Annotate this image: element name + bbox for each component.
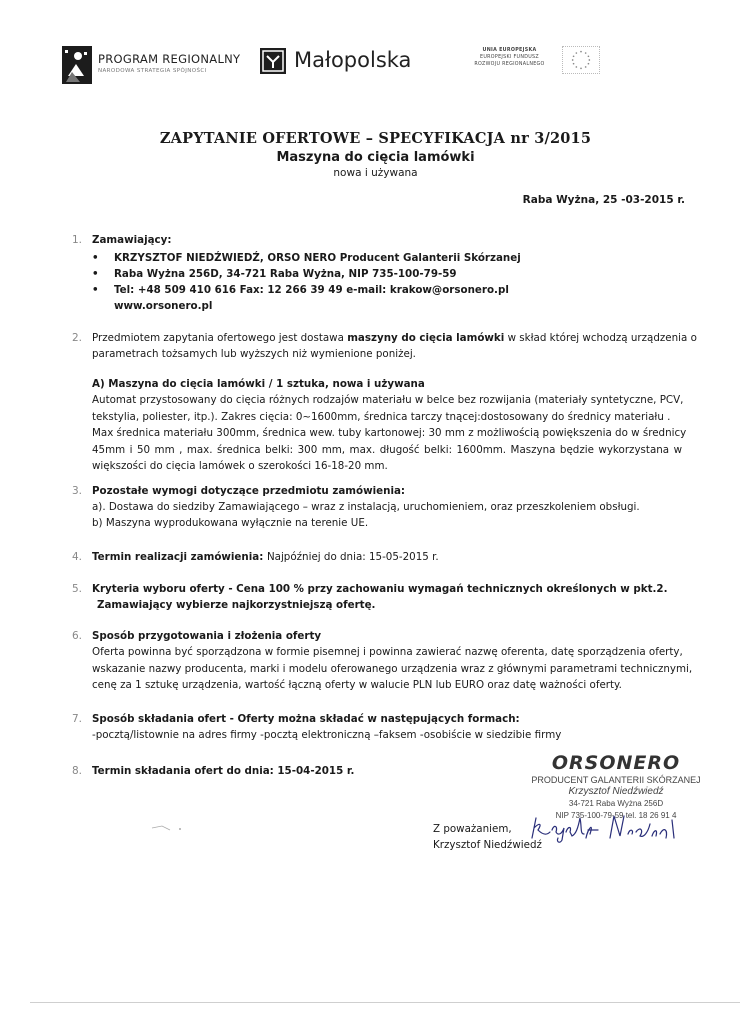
section-7-heading: Sposób składania ofert - Oferty można składać w następujących formach: xyxy=(92,713,520,725)
section-2-a-line: tekstylia, poliester, itp.). Zakres cięcia: 0~1600mm, średnica tarczy tnącej:dostosowany do średnicy materiału . xyxy=(92,410,671,423)
section-2-a-body xyxy=(92,392,687,475)
section-2-line-1 xyxy=(92,330,697,347)
section-2-line-2: parametrach tożsamych lub wyższych niż wymienione poniżej. xyxy=(92,348,416,360)
section-6-line: wskazanie nazwy producenta, marki i modelu oferowanego urządzenia wraz z głównymi parametrami technicznymi, xyxy=(92,662,693,675)
company-stamp-logo: ORSONERO xyxy=(551,752,681,774)
eu-line-1: UNIA EUROPEJSKA xyxy=(482,48,537,53)
section-3-heading: Pozostałe wymogi dotyczące przedmiotu zamówienia: xyxy=(92,485,406,497)
section-5-line-1: Kryteria wyboru oferty - Cena 100 % przy zachowaniu wymagań technicznych określonych w pkt.2. xyxy=(92,583,668,595)
section-1-bullets xyxy=(92,250,521,298)
section-3-number: 3. xyxy=(72,485,83,497)
document-date: Raba Wyżna, 25 -03-2015 r. xyxy=(522,194,685,206)
eu-logo xyxy=(462,46,602,76)
section-7-line: -pocztą/listownie na adres firmy -pocztą elektroniczną –faksem -osobiście w siedzibie firmy xyxy=(92,729,562,741)
section-5-number: 5. xyxy=(72,583,83,595)
bottom-divider xyxy=(30,1002,740,1003)
scan-mark-icon xyxy=(150,822,190,834)
section-4-number: 4. xyxy=(72,551,83,563)
program-regionalny-logo xyxy=(62,46,252,86)
section-7-number: 7. xyxy=(72,713,83,725)
closing-regards: Z poważaniem, xyxy=(433,823,512,835)
section-6-body xyxy=(92,644,693,694)
section-6-line: Oferta powinna być sporządzona w formie pisemnej i powinna zawierać nazwę oferenta, datę sporządzenia oferty, xyxy=(92,646,683,658)
document-title: ZAPYTANIE OFERTOWE – SPECYFIKACJA nr 3/2015 xyxy=(159,130,592,147)
section-8-number: 8. xyxy=(72,765,83,777)
section-2-text-a: Przedmiotem zapytania ofertowego jest dostawa xyxy=(92,332,348,344)
section-6-line: cenę za 1 sztukę urządzenia, wartość łączną oferty w walucie PLN lub EURO oraz datę ważności oferty. xyxy=(92,679,622,692)
section-4-value: Najpóźniej do dnia: 15-05-2015 r. xyxy=(266,551,439,563)
section-2-text-c: w skład której wchodzą urządzenia o xyxy=(504,332,697,344)
section-6-number: 6. xyxy=(72,630,83,642)
section-4-line xyxy=(92,549,439,566)
eu-line-2: EUROPEJSKI FUNDUSZ xyxy=(480,55,539,60)
section-5-line-2: Zamawiający wybierze najkorzystniejszą ofertę. xyxy=(97,599,376,611)
program-subtitle: NARODOWA STRATEGIA SPÓJNOŚCI xyxy=(98,68,207,74)
list-item: • Raba Wyżna 256D, 34-721 Raba Wyżna, NIP 735-100-79-59 xyxy=(92,266,521,282)
company-stamp-line: 34-721 Raba Wyżna 256D xyxy=(568,799,664,808)
section-2-number: 2. xyxy=(72,332,83,344)
section-2-a-line: Max średnica materiału 300mm, średnica wew. tuby kartonowej: 30 mm z możliwością powiększenia do w średnicy xyxy=(92,427,687,440)
section-1-www: www.orsonero.pl xyxy=(114,300,213,312)
section-2-a-line: Automat przystosowany do cięcia różnych rodzajów materiału w belce bez rozwijania (materiały syntetyczne, PCV, xyxy=(92,394,684,406)
company-stamp-line: PRODUCENT GALANTERII SKÓRZANEJ xyxy=(531,775,701,785)
program-title: PROGRAM REGIONALNY xyxy=(98,52,241,66)
handwritten-signature-icon xyxy=(528,808,688,848)
malopolska-logo xyxy=(260,44,430,84)
company-stamp-line: NIP 735-100-79-59 tel. 18 26 91 4 xyxy=(555,811,677,820)
section-2-a-line: 45mm i 50 mm , max. średnica belki: 300 mm, max. długość belki: 1600mm. Maszyna będzie wykorzystana w xyxy=(92,443,682,456)
list-item: • Tel: +48 509 410 616 Fax: 12 266 39 49 e-mail: krakow@orsonero.pl xyxy=(92,282,521,298)
section-6-heading: Sposób przygotowania i złożenia oferty xyxy=(92,630,322,642)
document-condition: nowa i używana xyxy=(333,167,418,179)
section-3-b: b) Maszyna wyprodukowana wyłącznie na terenie UE. xyxy=(92,517,369,529)
section-4-heading: Termin realizacji zamówienia: xyxy=(92,551,267,563)
company-stamp-line: Krzysztof Niedźwiedź xyxy=(568,786,664,797)
eu-line-3: ROZWOJU REGIONALNEGO xyxy=(474,62,545,67)
malopolska-emblem-icon xyxy=(260,48,286,74)
eu-text xyxy=(462,47,557,68)
list-item: • KRZYSZTOF NIEDŹWIEDŹ, ORSO NERO Producent Galanterii Skórzanej xyxy=(92,250,521,266)
eu-flag-icon xyxy=(562,46,600,74)
section-2-a-line: większości do cięcia lamówek o szerokości 16-18-20 mm. xyxy=(92,460,388,473)
section-1-heading: Zamawiający: xyxy=(92,234,172,246)
document-subject: Maszyna do cięcia lamówki xyxy=(276,150,475,165)
section-2-a-heading: A) Maszyna do cięcia lamówki / 1 sztuka, nowa i używana xyxy=(92,378,425,390)
program-regionalny-emblem-icon xyxy=(62,46,92,84)
section-1-number: 1. xyxy=(72,234,83,246)
closing-signer: Krzysztof Niedźwiedź xyxy=(433,839,542,851)
section-3-a: a). Dostawa do siedziby Zamawiającego – wraz z instalacją, uruchomieniem, oraz przeszkoleniem obsługi. xyxy=(92,501,640,513)
section-8-heading: Termin składania ofert do dnia: 15-04-2015 r. xyxy=(92,765,355,777)
section-2-text-bold: maszyny do cięcia lamówki xyxy=(347,332,505,344)
malopolska-text: Małopolska xyxy=(294,48,412,72)
